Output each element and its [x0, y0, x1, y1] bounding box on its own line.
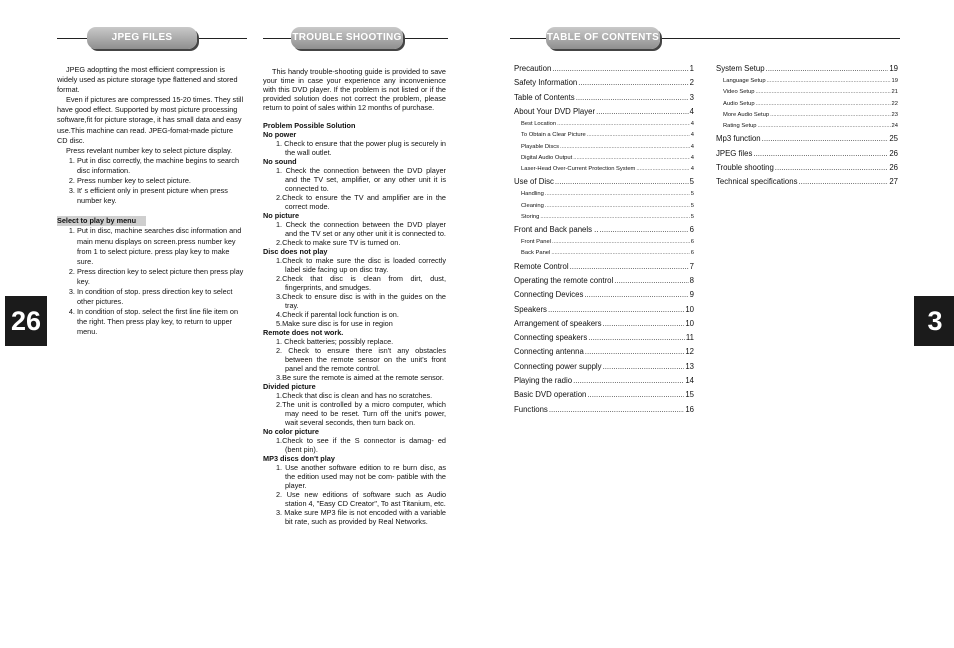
- toc-dot-leader: [584, 290, 688, 299]
- toc-entry: [514, 239, 694, 250]
- problem-heading: No picture: [263, 211, 300, 220]
- toc-entry-page: 1: [689, 64, 694, 73]
- problem-heading: Divided picture: [263, 382, 316, 391]
- solution-item: 2.Check to ensure the TV and amplifier are in the correct mode.: [276, 193, 446, 211]
- toc-dot-leader: [545, 203, 690, 209]
- toc-dot-leader: [570, 262, 689, 271]
- toc-entry-title: Safety Information: [514, 78, 578, 88]
- toc-dot-leader: [762, 134, 889, 143]
- toc-entry-title: Use of Disc: [514, 177, 554, 187]
- toc-entry: [514, 78, 694, 92]
- toc-entry: [514, 333, 694, 347]
- toc-entry-page: 3: [689, 92, 694, 102]
- toc-dot-leader: [603, 319, 685, 328]
- toc-entry-page: 25: [889, 134, 898, 144]
- problem-heading: Disc does not play: [263, 247, 328, 256]
- toc-entry-title: Rating Setup: [723, 123, 757, 130]
- toc-entry-title: About Your DVD Player: [514, 106, 596, 116]
- toc-entry-title: Speakers: [514, 304, 547, 314]
- toc-entry-title: Front Panel: [521, 239, 551, 246]
- toc-entry: [514, 376, 694, 390]
- toc-entry: [514, 362, 694, 376]
- toc-entry-page: 26: [889, 162, 898, 172]
- solution-item: 2.Check that disc is clean from dirt, dust, fingerprints, and smudges.: [276, 274, 446, 292]
- jpeg-files-header: [57, 27, 247, 49]
- problem-heading: Problem Possible Solution: [263, 121, 356, 130]
- toc-entry-page: 15: [685, 390, 694, 400]
- toc-column-2: [716, 64, 898, 191]
- toc-dot-leader: [573, 155, 690, 161]
- toc-entry-title: More Audio Setup: [723, 111, 770, 118]
- toc-entry: [514, 225, 694, 239]
- toc-entry-title: Arrangement of speakers: [514, 318, 602, 328]
- toc-entry: [716, 163, 898, 177]
- trouble-list: [263, 121, 446, 526]
- toc-dot-leader: [551, 250, 689, 256]
- toc-entry-page: 4: [690, 154, 694, 161]
- trouble-shooting-section: [263, 67, 446, 526]
- toc-entry-title: Cleaning: [521, 202, 544, 209]
- toc-entry-page: 11: [685, 333, 694, 343]
- toc-entry-page: 4: [690, 165, 694, 172]
- toc-entry: [514, 214, 694, 225]
- select-by-menu-heading: Select to play by menu: [57, 216, 146, 226]
- jpeg-intro-paragraph: Even if pictures are compressed 15-20 times. They still have good effect. Supported by most picture processing software,fit for picture storage, it has small data and easy use.This machine can read. JPEG-fomat-made picture CD disc.: [57, 95, 244, 145]
- toc-entry: [514, 144, 694, 155]
- toc-entry-title: Back Panel: [521, 250, 551, 257]
- toc-entry-page: 23: [891, 111, 898, 118]
- toc-entry-title: Basic DVD operation: [514, 390, 587, 400]
- toc-entry-page: 10: [685, 318, 694, 328]
- toc-entry-title: System Setup: [716, 64, 765, 73]
- toc-dot-leader: [576, 93, 689, 102]
- toc-entry-title: Video Setup: [723, 89, 755, 96]
- solution-item: 1. Check the connection between the DVD player and the TV set or any other unit it is connected to.: [276, 220, 446, 238]
- toc-dot-leader: [587, 390, 684, 399]
- toc-entry-title: Connecting power supply: [514, 361, 602, 371]
- toc-dot-leader: [775, 163, 889, 172]
- toc-dot-leader: [755, 89, 890, 95]
- toc-entry-title: Handling: [521, 191, 544, 198]
- jpeg-steps-list: [57, 156, 245, 206]
- problem-heading: Remote does not work.: [263, 328, 344, 337]
- trouble-shooting-tab: TROUBLE SHOOTING: [291, 27, 403, 49]
- toc-dot-leader: [603, 362, 685, 371]
- solution-item: 1. Check to ensure that the power plug is securely in the wall outlet.: [276, 139, 446, 157]
- toc-entry-page: 26: [889, 148, 898, 158]
- toc-entry-title: JPEG files: [716, 148, 753, 158]
- toc-entry: [514, 203, 694, 214]
- toc-dot-leader: [545, 191, 690, 197]
- toc-entry: [716, 149, 898, 163]
- toc-entry-page: 10: [685, 304, 694, 314]
- toc-dot-leader: [573, 376, 684, 385]
- page-number-left: 26: [5, 296, 47, 346]
- toc-entry-title: Table of Contents: [514, 92, 575, 102]
- toc-entry-page: 4: [689, 106, 694, 116]
- toc-entry-title: Playable Discs: [521, 143, 560, 150]
- toc-header: [510, 27, 900, 49]
- toc-entry-title: Playing the radio: [514, 376, 573, 386]
- toc-entry-page: 6: [690, 250, 694, 257]
- toc-dot-leader: [555, 177, 689, 186]
- toc-entry-title: Precaution: [514, 64, 552, 73]
- solution-item: 3.Be sure the remote is aimed at the remote sensor.: [276, 373, 444, 382]
- toc-dot-leader: [552, 239, 690, 245]
- solution-item: 2.The unit is controlled by a micro computer, which may need to be reset. Turn off the unit's power, wait several seconds, then turn back on.: [276, 400, 446, 427]
- toc-dot-leader: [596, 107, 689, 116]
- toc-entry-page: 6: [690, 239, 694, 246]
- jpeg-files-tab: JPEG FILES: [87, 27, 197, 49]
- toc-entry-title: Trouble shooting: [716, 162, 774, 172]
- list-item: 3. In condition of stop. press direction key to select other pictures.: [77, 287, 245, 307]
- toc-entry-page: 13: [685, 361, 694, 371]
- toc-entry: [716, 89, 898, 100]
- toc-entry-page: 9: [689, 290, 694, 300]
- toc-entry-page: 2: [689, 78, 694, 88]
- toc-entry: [514, 64, 694, 78]
- toc-entry: [514, 177, 694, 191]
- toc-dot-leader: [600, 225, 689, 234]
- toc-dot-leader: [585, 347, 685, 356]
- toc-entry-page: 7: [689, 261, 694, 271]
- toc-dot-leader: [557, 121, 690, 127]
- menu-steps-list: [57, 226, 245, 337]
- toc-entry-page: 5: [689, 177, 694, 187]
- jpeg-files-section: [57, 65, 245, 337]
- toc-dot-leader: [578, 78, 688, 87]
- toc-entry-page: 4: [690, 143, 694, 150]
- toc-tab: TABLE OF CONTENTS: [546, 27, 660, 49]
- toc-dot-leader: [798, 177, 888, 186]
- toc-entry: [716, 134, 898, 148]
- toc-entry: [514, 290, 694, 304]
- solution-item: 1.Check to make sure the disc is loaded correctly label side facing up on disc tray.: [276, 256, 446, 274]
- toc-dot-leader: [549, 405, 685, 414]
- toc-dot-leader: [766, 64, 889, 73]
- toc-entry-page: 5: [690, 191, 694, 198]
- solution-item: 2. Use new editions of software such as Audio station 4, "Easy CD Creator", To ast Titanium, etc.: [276, 490, 446, 508]
- toc-entry-page: 6: [689, 224, 694, 234]
- toc-entry: [514, 166, 694, 177]
- toc-entry: [716, 64, 898, 78]
- solution-item: 2. Check to ensure there isn't any obstacles between the remote sensor on the unit's front panel and the remote control.: [276, 346, 446, 373]
- toc-entry-page: 4: [690, 132, 694, 139]
- toc-entry-title: Mp3 function: [716, 134, 761, 144]
- toc-entry-page: 4: [690, 121, 694, 128]
- solution-item: 5.Make sure disc is for use in region: [276, 319, 393, 328]
- jpeg-intro-paragraph: Press revelant number key to select picture display.: [66, 145, 233, 155]
- toc-dot-leader: [770, 112, 890, 118]
- toc-entry: [716, 101, 898, 112]
- toc-dot-leader: [548, 305, 684, 314]
- toc-entry-page: 12: [685, 347, 694, 357]
- toc-dot-leader: [636, 166, 689, 172]
- problem-heading: No color picture: [263, 427, 319, 436]
- toc-entry-title: Technical specifications: [716, 177, 798, 187]
- toc-dot-leader: [614, 276, 688, 285]
- toc-dot-leader: [552, 64, 688, 73]
- toc-entry-title: Connecting Devices: [514, 290, 584, 300]
- toc-entry: [514, 405, 694, 419]
- solution-item: 1.Check to see if the S connector is damag- ed (bent pin).: [276, 436, 446, 454]
- page-number-right: 3: [914, 296, 954, 346]
- toc-entry-page: 5: [690, 213, 694, 220]
- toc-entry-title: Language Setup: [723, 78, 766, 85]
- toc-entry: [514, 93, 694, 107]
- toc-entry: [514, 319, 694, 333]
- toc-dot-leader: [588, 333, 685, 342]
- toc-entry: [514, 305, 694, 319]
- list-item: 1. Put in disc correctly, the machine begins to search disc information.: [77, 156, 245, 176]
- toc-entry: [514, 121, 694, 132]
- toc-entry-title: Connecting speakers: [514, 333, 588, 343]
- list-item: 3. It' s efficient only in present picture when press number key.: [77, 186, 245, 206]
- toc-entry: [514, 262, 694, 276]
- toc-entry-page: 16: [685, 404, 694, 414]
- toc-entry: [514, 347, 694, 361]
- toc-entry-title: Best Location: [521, 121, 557, 128]
- trouble-shooting-header: [263, 27, 448, 49]
- solution-item: 2.Check to make sure TV is turned on.: [276, 238, 401, 247]
- solution-item: 1. Check batteries; possibly replace.: [276, 337, 394, 346]
- toc-entry: [716, 78, 898, 89]
- toc-entry: [514, 132, 694, 143]
- toc-entry: [514, 390, 694, 404]
- toc-entry: [514, 155, 694, 166]
- list-item: 1. Put in disc, machine searches disc information and main menu displays on screen.press number key from 1 to select picture. press play key to make sure.: [77, 226, 245, 266]
- toc-entry: [514, 276, 694, 290]
- solution-item: 1.Check that disc is clean and has no scratches.: [276, 391, 433, 400]
- toc-entry: [514, 107, 694, 121]
- list-item: 2. Press number key to select picture.: [77, 176, 245, 186]
- toc-entry-page: 21: [891, 89, 898, 96]
- list-item: 2. Press direction key to select picture then press play key.: [77, 267, 245, 287]
- toc-entry-title: Operating the remote control: [514, 275, 614, 285]
- problem-heading: MP3 discs don't play: [263, 454, 335, 463]
- toc-entry-page: 8: [689, 275, 694, 285]
- toc-dot-leader: [560, 144, 690, 150]
- toc-entry: [514, 191, 694, 202]
- toc-dot-leader: [756, 101, 891, 107]
- solution-item: 3.Check to ensure disc is with in the guides on the tray.: [276, 292, 446, 310]
- problem-heading: No sound: [263, 157, 297, 166]
- toc-entry-title: Storing: [521, 213, 540, 220]
- toc-entry: [716, 112, 898, 123]
- toc-entry-page: 14: [685, 376, 694, 386]
- solution-item: 1. Use another software edition to re burn disc, as the edition used may not be com- patible with the player.: [276, 463, 446, 490]
- toc-entry-title: Functions: [514, 404, 548, 414]
- toc-entry: [716, 123, 898, 134]
- toc-entry-page: 5: [690, 202, 694, 209]
- toc-entry-title: To Obtain a Clear Picture: [521, 132, 586, 139]
- toc-entry: [716, 177, 898, 191]
- toc-column-1: [514, 64, 694, 419]
- toc-entry-title: Laser-Head Over-Current Protection System: [521, 165, 636, 172]
- toc-entry-title: Front and Back panels ..: [514, 224, 599, 234]
- toc-entry-page: 19: [891, 78, 898, 85]
- toc-dot-leader: [753, 149, 888, 158]
- toc-entry-page: 19: [889, 64, 898, 73]
- problem-heading: No power: [263, 130, 297, 139]
- toc-dot-leader: [540, 214, 689, 220]
- toc-entry-page: 27: [889, 177, 898, 187]
- toc-entry-title: Audio Setup: [723, 100, 755, 107]
- toc-entry-title: Connecting antenna: [514, 347, 584, 357]
- toc-dot-leader: [767, 78, 891, 84]
- solution-item: 3. Make sure MP3 file is not encoded with a variable bit rate, such as provided by Real Networks.: [276, 508, 446, 526]
- toc-entry: [514, 250, 694, 261]
- toc-entry-page: 24: [891, 123, 898, 130]
- toc-entry-title: Remote Control: [514, 261, 569, 271]
- jpeg-intro-paragraph: JPEG adoptting the most efficient compression is widely used as picture storage type flattened and stored format.: [57, 65, 238, 95]
- solution-item: 4.Check if parental lock function is on.: [276, 310, 399, 319]
- toc-dot-leader: [758, 123, 891, 129]
- solution-item: 1. Check the connection between the DVD player and the TV set, amplifier, or any other unit it is connected to.: [276, 166, 446, 193]
- toc-entry-title: Digital Audio Output: [521, 154, 573, 161]
- list-item: 4. In condition of stop. select the first line file item on the right. Then press play key, to return to upper menu.: [77, 307, 245, 337]
- toc-entry-page: 22: [891, 100, 898, 107]
- trouble-intro-paragraph: This handy trouble-shooting guide is provided to save your time in case your experience any inconvenience with this DVD player. If the problem is not listed or if the provided solution does not correct the problem, please return to point of sales within 12 months of purchase.: [263, 67, 446, 112]
- toc-dot-leader: [587, 132, 690, 138]
